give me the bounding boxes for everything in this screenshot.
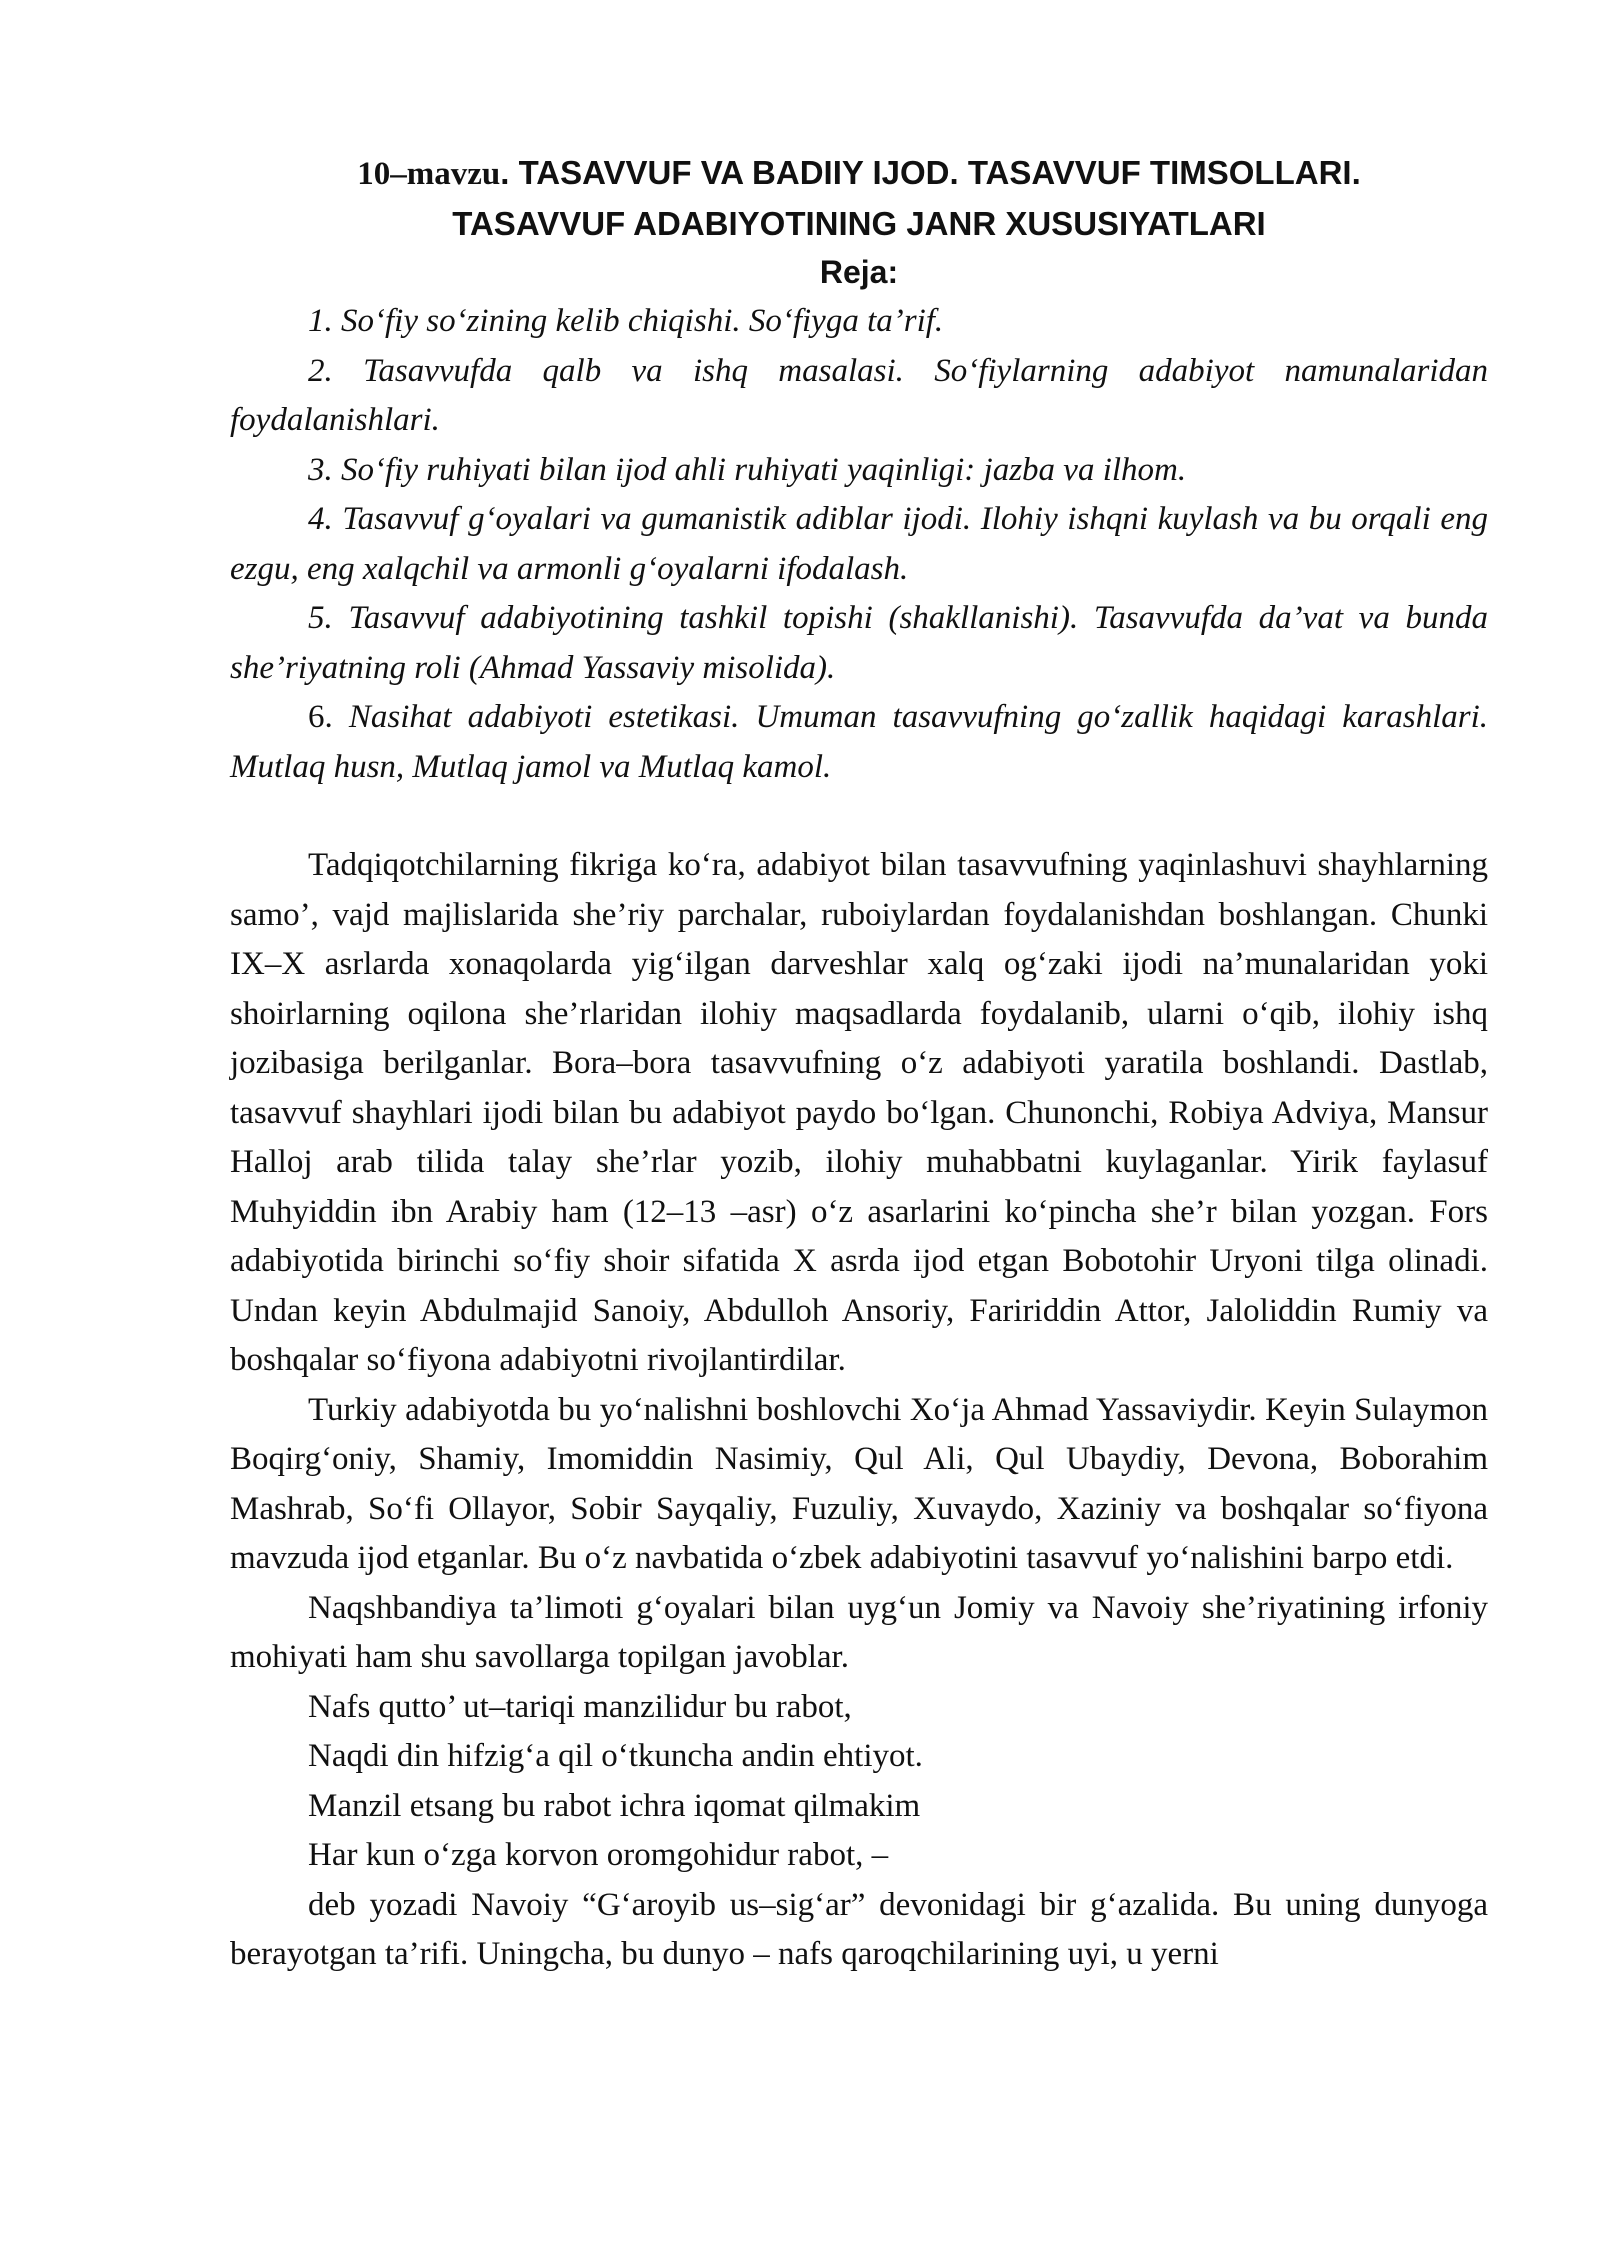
- plan-item-number: 3.: [308, 451, 333, 488]
- body-text: [230, 841, 1488, 1980]
- plan-title: Reja:: [819, 254, 899, 290]
- plan-item-3: [230, 446, 1488, 496]
- body-paragraph-2: Turkiy adabiyotda bu yo‘nalishni boshlovchi Xo‘ja Ahmad Yassaviydir. Keyin Sulaymon Boqirg‘oniy, Shamiy, Imomiddin Nasimiy, Qul Ali, Qul Ubaydiy, Devona, Boborahim Mashrab, So‘fi Ollayor, Sobir Sayqaliy, Fuzuliy, Xuvaydo, Xaziniy va boshqalar so‘fiyona mavzuda ijod etganlar. Bu o‘z navbatida o‘zbek adabiyotini tasavvuf yo‘nalishini barpo etdi.: [230, 1391, 1488, 1576]
- body-paragraph-closing: deb yozadi Navoiy “G‘aroyib us–sig‘ar” devonidagi bir g‘azalida. Bu uning dunyoga berayotgan ta’rifi. Uningcha, bu dunyo – nafs qaroqchilarining uyi, u yerni: [230, 1886, 1488, 1972]
- plan-item-6: [230, 693, 1488, 792]
- plan-item-4: [230, 495, 1488, 594]
- body-paragraph-3: Naqshbandiya ta’limoti g‘oyalari bilan uyg‘un Jomiy va Navoiy she’riyatining irfoniy mohiyati ham shu savollarga topilgan javoblar.: [230, 1589, 1488, 1675]
- plan-item-text: Nasihat adabiyoti estetikasi. Umuman tasavvufning go‘zallik haqidagi karashlari. Mutlaq husn, Mutlaq jamol va Mutlaq kamol.: [230, 699, 1489, 785]
- topic-number: 10–mavzu: [357, 156, 501, 192]
- plan-item-text: Tasavvuf g‘oyalari va gumanistik adiblar ijodi. Ilohiy ishqni kuylash va bu orqali eng ezgu, eng xalqchil va armonli g‘oyalarni ifodalash.: [230, 501, 1488, 587]
- topic-heading: [230, 148, 1488, 248]
- plan-item-text: Tasavvuf adabiyotining tashkil topishi (shakllanishi). Tasavvufda da’vat va bunda she’riyatning roli (Ahmad Yassaviy misolida).: [230, 600, 1489, 686]
- heading-line-2: TASAVVUF ADABIYOTINING JANR XUSUSIYATLARI: [452, 205, 1266, 242]
- poem-line-3: Manzil etsang bu rabot ichra iqomat qilmakim: [308, 1787, 921, 1824]
- plan-item-text: So‘fiy so‘zining kelib chiqishi. So‘fiyga ta’rif.: [341, 303, 944, 339]
- plan-item-number: 2.: [308, 352, 333, 389]
- plan-item-text: Tasavvufda qalb va ishq masalasi. So‘fiylarning adabiyot namunalaridan foydalanishlari.: [230, 352, 1488, 438]
- topic-number-separator: .: [500, 154, 510, 191]
- plan-item-number: 1.: [308, 303, 333, 339]
- plan-item-text: So‘fiy ruhiyati bilan ijod ahli ruhiyati yaqinligi: jazba va ilhom.: [341, 451, 1187, 488]
- plan-item-number: 5.: [308, 600, 333, 636]
- heading-title-part-1: TASAVVUF VA BADIIY IJOD. TASAVVUF TIMSOLLARI.: [509, 154, 1361, 191]
- poem-line-4: Har kun o‘zga korvon oromgohidur rabot, –: [308, 1837, 889, 1873]
- plan-item-number: 4.: [308, 501, 333, 537]
- document-page: [230, 148, 1488, 1980]
- plan-item-number: 6.: [308, 699, 333, 735]
- poem-quote: [230, 1683, 1488, 1881]
- poem-line-1: Nafs qutto’ ut–tariqi manzilidur bu rabot,: [308, 1688, 852, 1725]
- section-spacer: [230, 792, 1488, 841]
- plan-item-5: [230, 594, 1488, 693]
- plan-list: [230, 297, 1488, 792]
- plan-item-2: [230, 347, 1488, 446]
- plan-item-1: [230, 297, 1488, 347]
- heading-line-1: [230, 148, 1488, 199]
- poem-line-2: Naqdi din hifzig‘a qil o‘tkuncha andin ehtiyot.: [308, 1738, 923, 1774]
- body-paragraph-1: Tadqiqotchilarning fikriga ko‘ra, adabiyot bilan tasavvufning yaqinlashuvi shayhlarning samo’, vajd majlislarida she’riy parchalar, ruboiylardan foydalanishdan boshlangan. Chunki IX–X asrlarda xonaqolarda yig‘ilgan darveshlar xalq og‘zaki ijodi na’munalaridan yoki shoirlarning oqilona she’rlaridan ilohiy maqsadlarda foydalanib, ularni o‘qib, ilohiy ishq jozibasiga berilganlar. Bora–bora tasavvufning o‘z adabiyoti yaratila boshlandi. Dastlab, tasavvuf shayhlari ijodi bilan bu adabiyot paydo bo‘lgan. Chunonchi, Robiya Adviya, Mansur Halloj arab tilida talay she’rlar yozib, ilohiy muhabbatni kuylaganlar. Yirik faylasuf Muhyiddin ibn Arabiy ham (12–13 –asr) o‘z asarlarini ko‘pincha she’r bilan yozgan. Fors adabiyotida birinchi so‘fiy shoir sifatida X asrda ijod etgan Bobotohir Uryoni tilga olinadi. Undan keyin Abdulmajid Sanoiy, Abdulloh Ansoriy, Faririddin Attor, Jaloliddin Rumiy va boshqalar so‘fiyona adabiyotni rivojlantirdilar.: [230, 847, 1488, 1378]
